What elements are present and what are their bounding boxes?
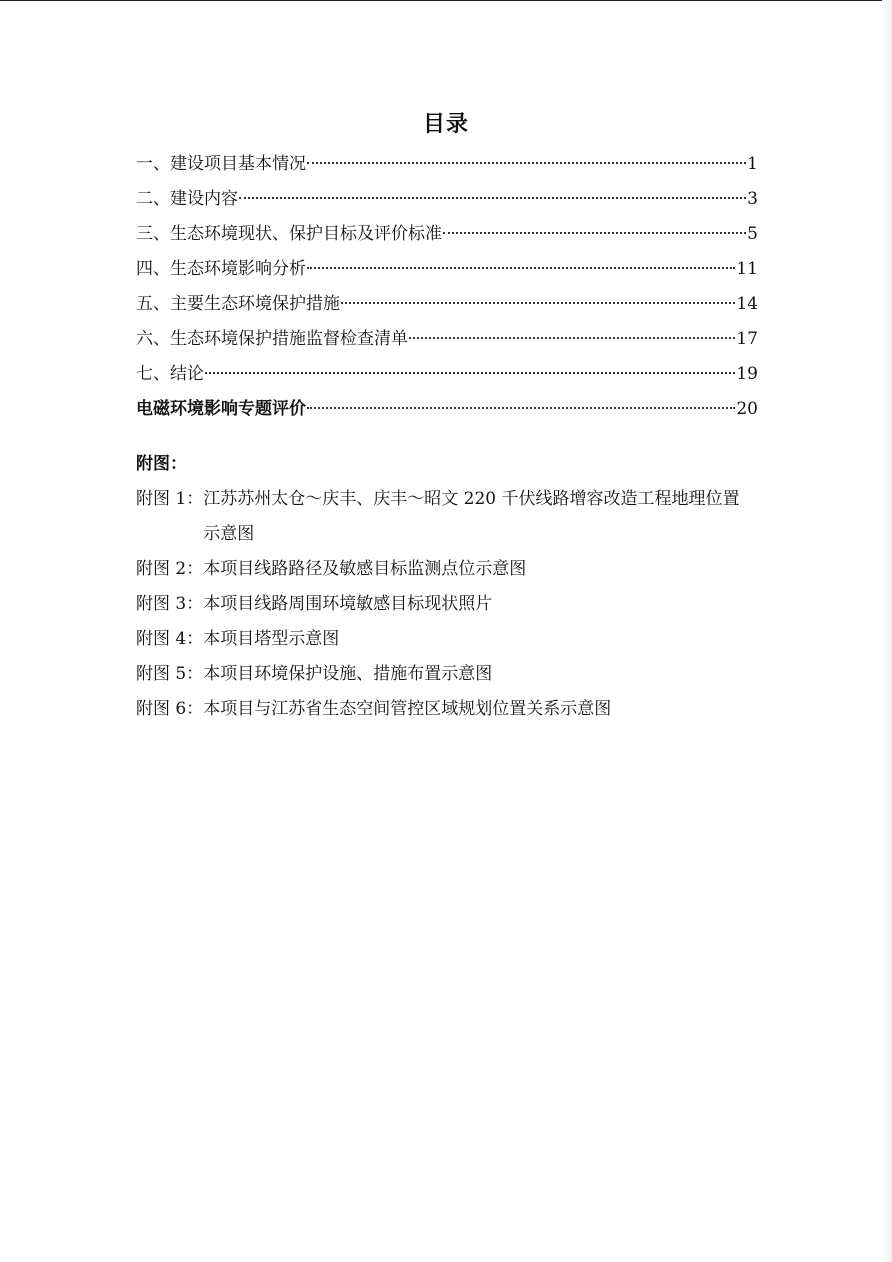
- toc-entry[interactable]: [136, 185, 758, 220]
- toc-dot-leader: [341, 302, 735, 304]
- toc-entry-label: 一、建设项目基本情况: [136, 154, 306, 174]
- toc-entry-label: 二、建设内容: [136, 189, 238, 209]
- toc-entry-page: 5: [747, 224, 758, 244]
- toc-dot-leader: [307, 162, 746, 164]
- toc-entry-label: 六、生态环境保护措施监督检查清单: [136, 329, 408, 349]
- toc-dot-leader: [409, 337, 735, 339]
- figure-title: 本项目线路路径及敏感目标监测点位示意图: [203, 559, 527, 579]
- toc-entry-label: 五、主要生态环境保护措施: [136, 294, 340, 314]
- figure-entry[interactable]: [136, 692, 756, 727]
- toc-entry-page: 17: [736, 329, 758, 349]
- figure-entry[interactable]: [136, 552, 756, 587]
- toc-entry[interactable]: [136, 255, 758, 290]
- toc-entry-label: 三、生态环境现状、保护目标及评价标准: [136, 224, 442, 244]
- figure-entry[interactable]: [136, 587, 756, 622]
- toc-entry[interactable]: [136, 395, 758, 430]
- toc-entry[interactable]: [136, 150, 758, 185]
- toc-entry[interactable]: [136, 290, 758, 325]
- toc-entry-label: 四、生态环境影响分析: [136, 259, 306, 279]
- figures-heading: 附图：: [136, 454, 187, 474]
- toc-entry-page: 1: [747, 154, 758, 174]
- page-top-border: [0, 0, 892, 1]
- toc-entry-page: 11: [736, 259, 758, 279]
- figure-entry[interactable]: [136, 657, 756, 692]
- figure-label: 附图 2：: [136, 559, 204, 579]
- toc-entry[interactable]: [136, 220, 758, 255]
- toc-dot-leader: [443, 232, 746, 234]
- page-edge-shadow: [882, 0, 892, 1262]
- toc-dot-leader: [205, 372, 735, 374]
- toc-dot-leader: [307, 407, 735, 409]
- toc-entry[interactable]: [136, 360, 758, 395]
- figure-label: 附图 6：: [136, 699, 204, 719]
- table-of-contents: [136, 150, 758, 430]
- toc-entry-page: 14: [736, 294, 758, 314]
- toc-dot-leader: [307, 267, 735, 269]
- toc-entry-label: 七、结论: [136, 364, 204, 384]
- toc-entry-page: 19: [736, 364, 758, 384]
- figure-entry[interactable]: [136, 482, 756, 552]
- toc-entry-label: 电磁环境影响专题评价: [136, 399, 306, 419]
- figure-label: 附图 5：: [136, 664, 204, 684]
- toc-entry-page: 3: [747, 189, 758, 209]
- figure-title: 本项目与江苏省生态空间管控区域规划位置关系示意图: [203, 699, 612, 719]
- page-title: 目录: [422, 111, 469, 137]
- figure-title: 江苏苏州太仓～庆丰、庆丰～昭文 220 千伏线路增容改造工程地理位置示意图: [203, 489, 740, 544]
- figure-label: 附图 4：: [136, 629, 204, 649]
- figure-title: 本项目环境保护设施、措施布置示意图: [203, 664, 493, 684]
- figure-label: 附图 3：: [136, 594, 204, 614]
- figure-title: 本项目线路周围环境敏感目标现状照片: [203, 594, 493, 614]
- figure-entry[interactable]: [136, 622, 756, 657]
- figure-title: 本项目塔型示意图: [203, 629, 340, 649]
- figures-list: [136, 482, 756, 727]
- toc-entry[interactable]: [136, 325, 758, 360]
- figure-label: 附图 1：: [136, 489, 204, 509]
- toc-entry-page: 20: [736, 399, 758, 419]
- toc-dot-leader: [239, 197, 746, 199]
